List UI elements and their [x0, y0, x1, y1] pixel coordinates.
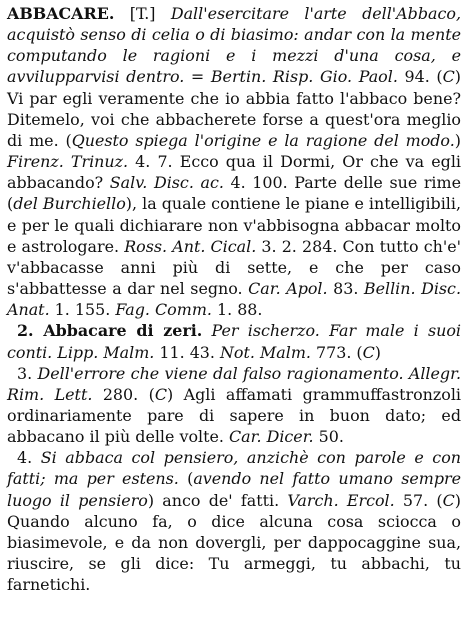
italic-text: Not. Malm.: [220, 342, 311, 362]
italic-text: Dell'errore che viene dal falso ragionamento.: [37, 363, 404, 383]
body-text: ): [374, 342, 381, 362]
body-text: 3.: [17, 363, 38, 383]
body-text: 4. 100. Parte delle sue rime (: [7, 173, 461, 214]
body-text: ) Quando alcuno fa, o dice alcuna cosa sciocca o biasimevole, e da non dovergli, per dappocaggine sua, riuscire, se gli dice: Tu armeggi, tu abbachi, tu farnetichi.: [7, 490, 461, 595]
italic-text: Bellin. Disc. Anat.: [7, 279, 462, 320]
body-text: 57. (: [394, 490, 443, 510]
italic-text: Bertin. Risp. Gio. Paol.: [210, 67, 398, 87]
italic-text: Per ischerzo. Far male i suoi conti.: [7, 321, 461, 362]
body-text: 94. (: [397, 67, 443, 87]
italic-text: avendo nel fatto umano sempre luogo il pensiero: [7, 469, 461, 510]
italic-text: Car. Dicer.: [229, 427, 314, 447]
body-text: (: [178, 469, 194, 489]
body-text: [202, 321, 211, 340]
italic-text: Lipp. Malm.: [57, 342, 155, 362]
body-text: ): [454, 130, 461, 150]
italic-text: C: [442, 67, 455, 87]
body-text: 50.: [313, 427, 344, 447]
italic-text: Varch. Ercol.: [287, 490, 395, 510]
italic-text: C: [442, 490, 455, 510]
entry-abbacare: [7, 3, 461, 320]
italic-text: Fag. Comm.: [115, 300, 212, 320]
body-text: [T.]: [114, 4, 171, 23]
sense-abbacare-di-zeri: [7, 320, 461, 362]
italic-text: Firenz. Trinuz.: [7, 152, 129, 172]
italic-text: C: [154, 384, 168, 404]
headword-text: 2. Abbacare di zeri.: [17, 321, 203, 341]
body-text: 4.: [17, 448, 41, 468]
body-text: =: [184, 67, 211, 87]
italic-text: Allegr. Rim. Lett.: [7, 363, 461, 404]
sense-falso-ragionamento: [7, 363, 461, 448]
italic-text: Ross. Ant. Cical.: [124, 236, 257, 256]
italic-text: Salv. Disc. ac.: [109, 173, 224, 193]
body-text: 83.: [327, 279, 364, 299]
body-text: ) anco de' fatti.: [147, 490, 288, 510]
body-text: 280. (: [92, 384, 155, 404]
body-text: 773. (: [310, 342, 363, 362]
sense-col-pensiero: [7, 447, 461, 595]
italic-text: Car. Apol.: [248, 279, 328, 299]
body-text: 11. 43.: [154, 342, 221, 362]
body-text: 1. 155.: [49, 300, 116, 320]
body-text: ) Vi par egli veramente che io abbia fatto l'abbaco bene? Ditemelo, voi che abbacherete forse a quest'ora meglio di me. (: [7, 67, 461, 150]
body-text: ), la quale contiene le piane e intelligibili, e per le quali dichiarare non v'abbisogna abbacar molto e astrologare.: [7, 194, 461, 256]
italic-text: Si abbaca col pensiero, anzichè con parole e con fatti; ma per estens.: [7, 448, 462, 489]
italic-text: Questo spiega l'origine e la ragione del modo.: [71, 130, 455, 150]
italic-text: C: [362, 342, 375, 362]
body-text: 3. 2. 284. Con tutto ch'e' v'abbacasse anni più di sette, e che per caso s'abbattesse a dar nel segno.: [7, 236, 461, 299]
italic-text: Dall'esercitare l'arte dell'Abbaco, acquistò senso di celia o di biasimo: andar con la mente computando le ragioni e i mezzi d'una cosa, e avvilupparvisi dentro.: [7, 4, 461, 87]
body-text: 4. 7. Ecco qua il Dormi, Or che va egli abbacando?: [7, 152, 461, 193]
body-text: 1. 88.: [211, 300, 263, 320]
italic-text: del Burchiello: [13, 194, 126, 214]
body-text: ) Agli affamati grammuffastronzoli ordinariamente pare di sapere in buon dato; ed abbacano il più delle volte.: [7, 384, 461, 447]
headword-text: ABBACARE.: [7, 4, 115, 23]
